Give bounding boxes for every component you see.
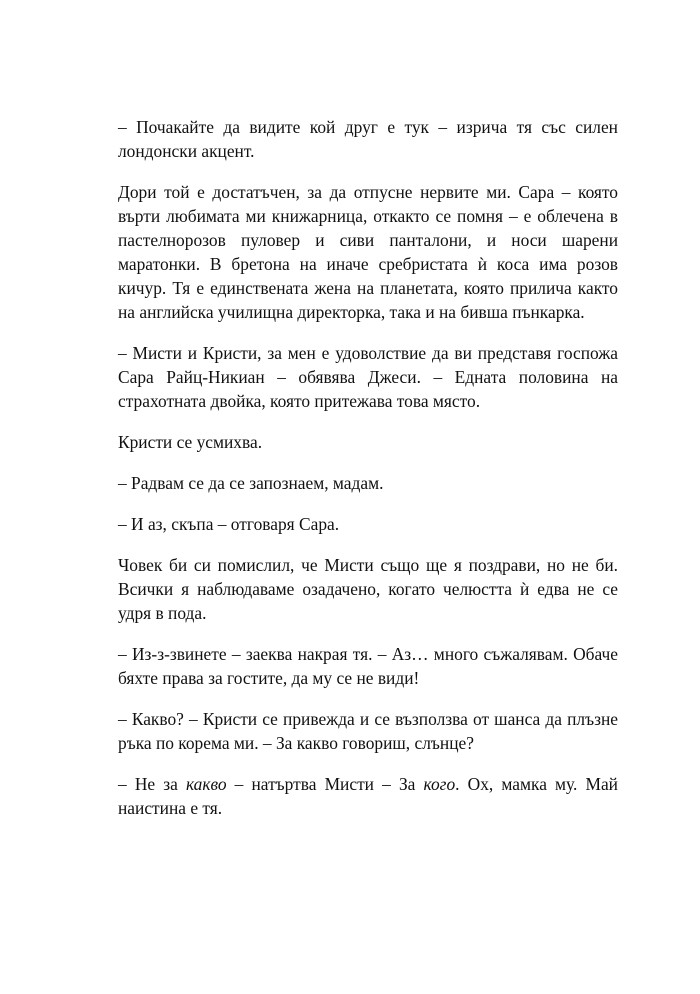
paragraph-6: – И аз, скъпа – отговаря Сара. [118,514,340,534]
paragraph-7: Човек би си помислил, че Мисти също ще я поздрави, но не би. Всички я наблюдаваме озадачено, когато челюстта ѝ едва не се удря в пода. [118,555,618,623]
paragraph-8: – Из-з-звинете – заеква накрая тя. – Аз… много съжалявам. Обаче бяхте права за гостите, да му се не види! [118,644,618,688]
paragraph-10-part-1: – Не за [118,774,186,794]
paragraph-5: – Радвам се да се запознаем, мадам. [118,473,384,493]
paragraph-10 [118,772,618,820]
paragraph-1: – Почакайте да видите кой друг е тук – изрича тя със силен лондонски акцент. [118,117,618,161]
paragraph-10-emphasis-2: кого [423,774,456,794]
paragraph-10-part-2: – натъртва Мисти – За [226,774,424,794]
paragraph-4: Кристи се усмихва. [118,432,263,452]
paragraph-2: Дори той е достатъчен, за да отпусне нервите ми. Сара – която върти любимата ми книжарница, откакто се помня – е облечена в пастелнорозов пуловер и сиви панталони, и носи шарени маратонки. В бретона на иначе сребристата ѝ коса има розов кичур. Тя е единствената жена на планетата, която прилича както на английска училищна директорка, така и на бивша пънкарка. [118,182,618,322]
paragraph-9: – Какво? – Кристи се привежда и се възползва от шанса да плъзне ръка по корема ми. – За какво говориш, слънце? [118,709,618,753]
paragraph-3: – Мисти и Кристи, за мен е удоволствие да ви представя госпожа Сара Райц-Никиан – обявява Джеси. – Едната половина на страхотната двойка, която притежава това място. [118,343,618,411]
paragraph-10-emphasis-1: какво [185,774,227,794]
page-text [118,115,618,837]
paragraph-10-part-3: . Ох, мамка му. Май наистина е тя. [118,774,618,818]
